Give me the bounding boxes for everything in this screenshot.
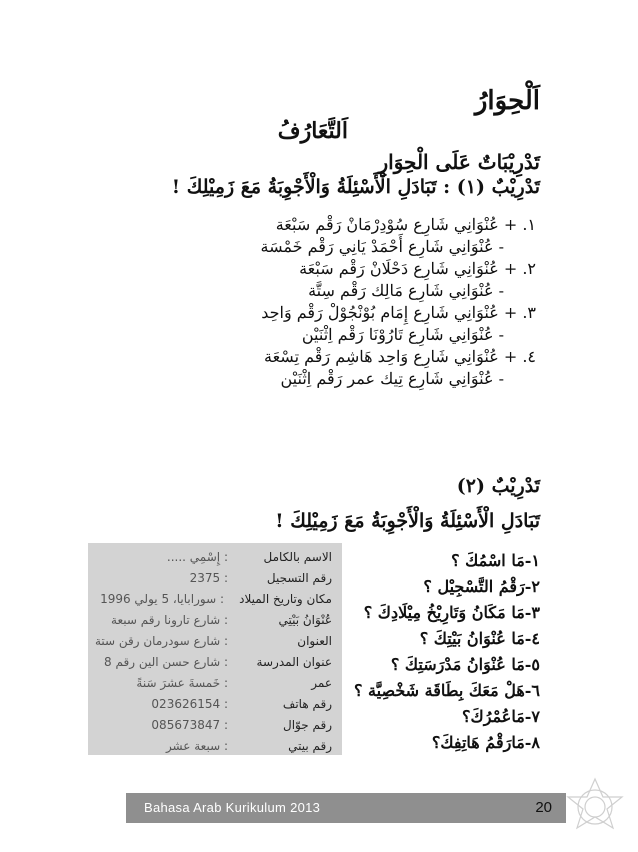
list-item: - عُنْوَانِي شَارِع تِيك عمر رَقْم اِثْنَيْن [280, 369, 504, 388]
list-item: ١. + عُنْوَانِي شَارِع سُوْدِرْمَانْ رَقْم سَبْعَة [275, 215, 536, 234]
exercises-title: تَدْرِيْبَاتٌ عَلَى الْحِوَارِ [378, 150, 540, 174]
ornamental-star-icon [560, 775, 630, 845]
footer-title: Bahasa Arab Kurikulum 2013 [144, 800, 321, 815]
card-value: : إِسْمِي ..... [166, 550, 228, 564]
card-label: عُنْوَانُ بَيْتِي [278, 613, 332, 627]
list-item: ٤. + عُنْوَانِي شَارِع وَاحِد هَاشِم رَقْم تِسْعَة [264, 347, 536, 366]
page-title: اَلْحِوَارُ [474, 86, 540, 116]
list-item: - عُنْوَانِي شَارِع أَحْمَدْ يَانِي رَقْم خَمْسَة [260, 237, 504, 256]
question-item: ٥-مَا عُنْوَانُ مَدْرَسَتِكَ ؟ [390, 655, 540, 674]
question-item: ٢-رَقْمُ التَّسْجِيْل ؟ [423, 577, 540, 596]
list-item: ٢. + عُنْوَانِي شَارِع دَحْلَانْ رَقْم سَبْعَة [299, 259, 536, 278]
list-item: ٣. + عُنْوَانِي شَارِع إِمَام بُوْنْجُوْلْ رَقْم وَاحِد [261, 303, 536, 322]
question-item: ٣-مَا مَكَانُ وَتَارِيْخُ مِيْلَادِكَ ؟ [363, 603, 540, 622]
exercise2-title: تَدْرِيْبٌ (٢) [456, 475, 540, 497]
list-item: - عُنْوَانِي شَارِع مَالِك رَقْم سِتَّة [308, 281, 504, 300]
card-value: : سبعة عشر [165, 739, 228, 753]
personal-info-card [88, 543, 342, 755]
page-number: 20 [535, 799, 552, 816]
page-subtitle: اَلتَّعَارُفُ [277, 118, 348, 144]
card-row [88, 734, 342, 758]
card-label: مكان وتاريخ الميلاد [239, 592, 332, 606]
exercise2-instruction: تَبَادَلِ الْأَسْئِلَةُ وَالْأَجْوِبَةُ مَعَ زَمِيْلِكَ ! [275, 510, 540, 532]
card-label: رقم التسجيل [266, 571, 332, 585]
card-value: : 023626154 [151, 697, 228, 711]
card-value: : شارع سودرمان رقن ستة [94, 634, 228, 648]
card-label: عنوان المدرسة [256, 655, 332, 669]
card-label: العنوان [297, 634, 332, 648]
card-value: : خَمسةَ عشرَ سَنةً [136, 676, 228, 690]
card-value: : سورابايا، 5 يولي 1996 [100, 592, 224, 606]
card-label: رقم بيتي [288, 739, 332, 753]
card-value: : 085673847 [151, 718, 228, 732]
question-item: ١-مَا اسْمُكَ ؟ [451, 551, 540, 570]
exercise1-title: تَدْرِيْبٌ (١) : تَبَادَلِ الْأَسْئِلَةُ وَالْأَجْوِبَةُ مَعَ زَمِيْلِكَ ! [171, 176, 540, 198]
card-value: : شارع تارونا رقم سبعة [111, 613, 228, 627]
card-value: : 2375 [189, 571, 228, 585]
card-value: : شارع حسن الين رقم 8 [104, 655, 228, 669]
question-item: ٨-مَارَقْمُ هَاتِفِكَ؟ [431, 733, 540, 752]
question-item: ٧-مَاعُمْرُكَ؟ [462, 707, 540, 726]
exercise1-dialogue-list [236, 214, 536, 390]
card-label: رقم جوّال [282, 718, 332, 732]
question-item: ٦-هَلْ مَعَكَ بِطَاقَة شَخْصِيَّة ؟ [353, 681, 540, 700]
question-item: ٤-مَا عُنْوَانُ بَيْتِكَ ؟ [419, 629, 540, 648]
list-item: - عُنْوَانِي شَارِع تَارُوْنَا رَقْم اِثْنَيْن [301, 325, 504, 344]
card-label: رقم هاتف [282, 697, 332, 711]
card-label: عمر [311, 676, 332, 690]
card-label: الاسم بالكامل [263, 550, 332, 564]
footer-bar [126, 793, 566, 823]
